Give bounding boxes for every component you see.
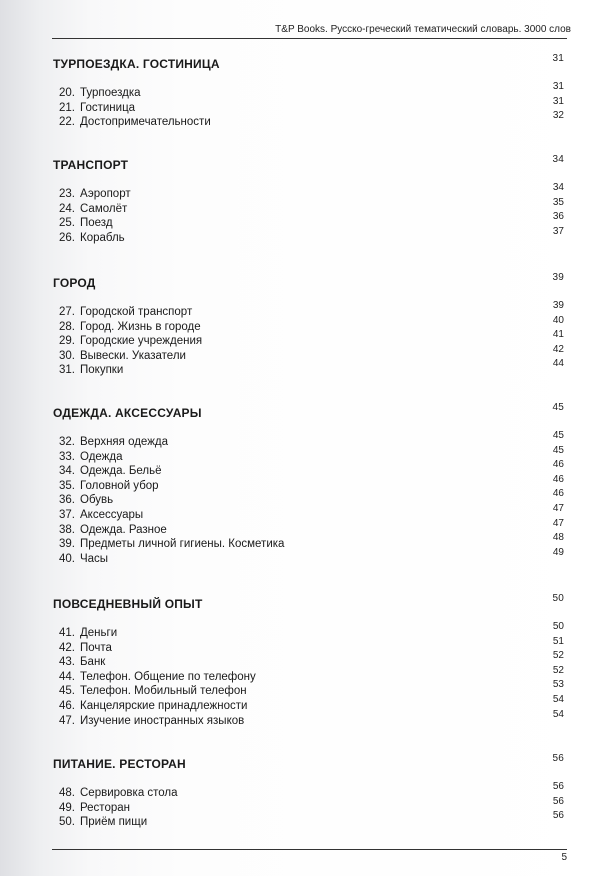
section-title: ПОВСЕДНЕВНЫЙ ОПЫТ — [53, 597, 203, 611]
entry-label: Город. Жизнь в городе — [80, 320, 201, 333]
entry-label: Городские учреждения — [80, 335, 203, 348]
entry-label: Предметы личной гигиены. Косметика — [80, 538, 285, 551]
entry-label: Корабль — [80, 231, 125, 244]
entry-page-number: 50 — [552, 621, 564, 632]
entry-number: 38. — [59, 523, 75, 536]
section-title: ГОРОД — [53, 276, 96, 290]
entry-page-number: 52 — [552, 664, 564, 676]
entry-label: Почта — [80, 641, 112, 654]
footer-rule — [52, 849, 567, 850]
entry-label: Банк — [80, 656, 106, 669]
entry-label: Телефон. Общение по телефону — [80, 670, 256, 683]
entry-page-number: 54 — [552, 708, 564, 720]
section-page-number: 56 — [552, 753, 564, 764]
entry-page-number: 45 — [552, 430, 564, 441]
entry-page-number: 45 — [552, 444, 564, 456]
entry-page-number: 31 — [552, 81, 564, 92]
entry-label: Самолёт — [80, 202, 128, 215]
entry-number: 41. — [59, 627, 75, 639]
entry-number: 45. — [59, 685, 75, 698]
entry-page-number: 32 — [552, 110, 564, 122]
section-title: ТРАНСПОРТ — [53, 158, 129, 172]
entry-page-number: 35 — [552, 196, 564, 208]
entry-page-number: 48 — [552, 532, 564, 544]
entry-number: 47. — [59, 714, 75, 727]
entry-number: 29. — [59, 335, 75, 348]
entry-number: 42. — [59, 641, 75, 654]
entry-page-number: 42 — [552, 343, 564, 355]
entry-label: Сервировка стола — [80, 787, 178, 799]
entry-number: 37. — [59, 509, 75, 521]
entry-page-number: 41 — [552, 329, 564, 341]
entry-number: 44. — [59, 670, 75, 683]
entry-number: 26. — [59, 231, 75, 244]
section-page-number: 50 — [552, 593, 564, 604]
entry-label: Аэропорт — [80, 188, 131, 200]
entry-page-number: 46 — [552, 488, 564, 500]
entry-label: Одежда. Разное — [80, 523, 167, 536]
entry-page-number: 56 — [552, 795, 564, 807]
entry-number: 39. — [59, 538, 75, 551]
section-page-number: 45 — [552, 402, 564, 413]
entry-label: Верхняя одежда — [80, 436, 169, 448]
entry-label: Приём пищи — [80, 816, 148, 829]
entry-page-number: 40 — [552, 314, 564, 326]
entry-number: 36. — [59, 494, 75, 507]
entry-number: 22. — [59, 116, 75, 129]
entry-page-number: 51 — [552, 635, 564, 647]
entry-number: 30. — [59, 349, 75, 362]
section-page-number: 39 — [552, 272, 564, 283]
entry-page-number: 49 — [552, 546, 564, 558]
entry-label: Вывески. Указатели — [80, 349, 186, 362]
entry-page-number: 44 — [552, 358, 564, 370]
section-title: ОДЕЖДА. АКСЕССУАРЫ — [53, 406, 202, 420]
section-title: ПИТАНИЕ. РЕСТОРАН — [53, 757, 186, 771]
entry-number: 23. — [59, 188, 75, 200]
header-rule — [52, 38, 567, 39]
entry-number: 48. — [59, 787, 75, 799]
entry-number: 31. — [59, 364, 75, 377]
entry-label: Часы — [80, 552, 109, 565]
entry-number: 24. — [59, 202, 75, 215]
entry-number: 33. — [59, 450, 75, 463]
section-page-number: 34 — [552, 154, 564, 165]
entry-label: Одежда. Бельё — [80, 465, 162, 478]
entry-page-number: 34 — [552, 182, 564, 193]
entry-label: Городской транспорт — [80, 306, 193, 318]
entry-label: Деньги — [80, 627, 118, 639]
entry-number: 32. — [59, 436, 75, 448]
entry-page-number: 56 — [552, 810, 564, 822]
entry-label: Обувь — [80, 494, 114, 507]
entry-number: 50. — [59, 816, 75, 829]
entry-number: 40. — [59, 552, 75, 565]
entry-page-number: 36 — [552, 211, 564, 223]
entry-number: 21. — [59, 101, 75, 114]
entry-label: Головной убор — [80, 479, 159, 492]
entry-page-number: 31 — [552, 95, 564, 107]
page-number: 5 — [561, 852, 567, 863]
entry-page-number: 52 — [552, 650, 564, 662]
entry-label: Поезд — [80, 217, 113, 230]
entry-number: 34. — [59, 465, 75, 478]
entry-number: 46. — [59, 700, 75, 712]
entry-number: 20. — [59, 87, 75, 99]
entry-page-number: 53 — [552, 679, 564, 691]
entry-label: Покупки — [80, 364, 124, 377]
entry-number: 25. — [59, 217, 75, 230]
entry-number: 27. — [59, 306, 75, 318]
section-page-number: 31 — [552, 53, 564, 64]
entry-label: Одежда — [80, 450, 123, 463]
entry-page-number: 47 — [552, 503, 564, 514]
entry-page-number: 37 — [552, 225, 564, 237]
entry-label: Гостиница — [80, 101, 136, 114]
entry-label: Канцелярские принадлежности — [80, 700, 248, 712]
entry-number: 28. — [59, 320, 75, 333]
entry-label: Изучение иностранных языков — [80, 714, 245, 727]
entry-label: Турпоездка — [80, 87, 141, 99]
entry-page-number: 47 — [552, 517, 564, 529]
running-header: T&P Books. Русско-греческий тематический словарь. 3000 слов — [275, 24, 571, 35]
entry-number: 35. — [59, 479, 75, 492]
entry-page-number: 39 — [552, 300, 564, 311]
entry-page-number: 54 — [552, 694, 564, 705]
entry-label: Достопримечательности — [80, 116, 211, 129]
entry-page-number: 46 — [552, 459, 564, 471]
entry-page-number: 46 — [552, 473, 564, 485]
entry-page-number: 56 — [552, 781, 564, 792]
entry-label: Ресторан — [80, 801, 130, 814]
entry-label: Аксессуары — [80, 509, 144, 521]
entry-number: 43. — [59, 656, 75, 669]
entry-label: Телефон. Мобильный телефон — [80, 685, 247, 698]
entry-number: 49. — [59, 801, 75, 814]
section-title: ТУРПОЕЗДКА. ГОСТИНИЦА — [53, 57, 220, 71]
